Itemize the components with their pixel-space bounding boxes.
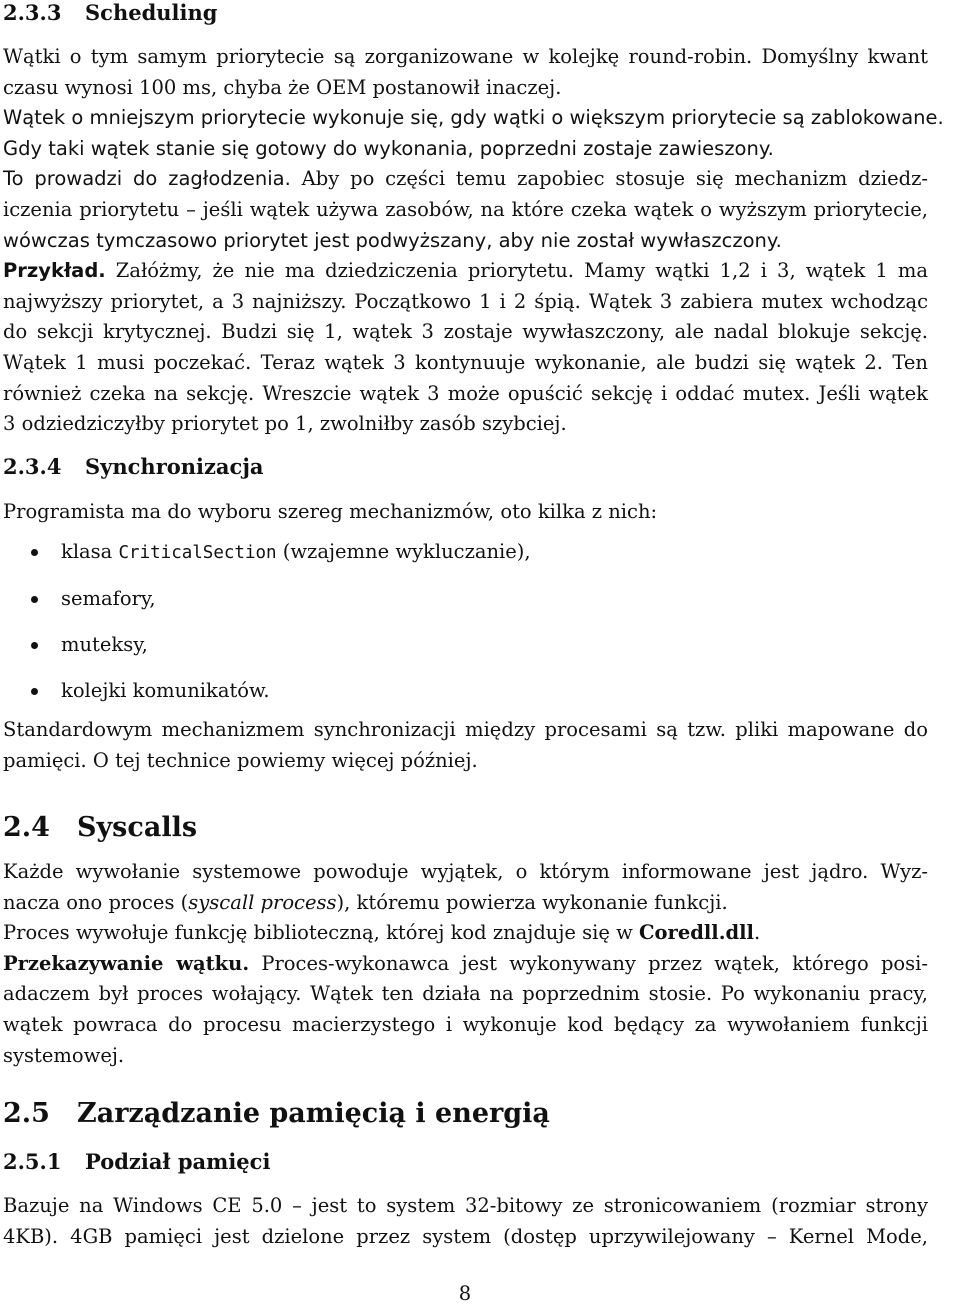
text-line: 4KB). 4GB pamięci jest dzielone przez system (dostęp uprzywilejowany – Kernel Mode, bbox=[3, 1224, 928, 1248]
section-heading-syscalls bbox=[3, 812, 928, 844]
text-span: To prowadzi do zagłodzenia. bbox=[3, 167, 291, 191]
podzial-pamieci-paragraph bbox=[3, 1191, 928, 1252]
section-number: 2.3.3 bbox=[3, 0, 62, 25]
list-item bbox=[3, 537, 531, 568]
emphasis-term: syscall process bbox=[188, 890, 337, 914]
section-title: Syscalls bbox=[77, 812, 198, 843]
code-term: CriticalSection bbox=[118, 543, 277, 563]
text-line: do sekcji krytycznej. Budzi się 1, wątek 3 zostaje wywłaszczony, ale nadal blokuje sekcję. bbox=[3, 320, 928, 344]
syscalls-paragraph bbox=[3, 857, 928, 1071]
list-item-text: klasa bbox=[61, 540, 119, 563]
text-span: Proces-wykonawca jest wykonywany przez wątek, którego posi- bbox=[249, 951, 929, 975]
list-item-text: (wzajemne wykluczanie), bbox=[276, 540, 531, 563]
section-heading-podzial-pamieci bbox=[3, 1149, 928, 1175]
synchronizacja-intro bbox=[3, 497, 928, 528]
section-title: Podział pamięci bbox=[85, 1149, 271, 1174]
synchronizacja-outro bbox=[3, 715, 928, 776]
bullet-icon bbox=[31, 688, 38, 695]
text-line bbox=[3, 164, 928, 195]
text-line: Standardowym mechanizmem synchronizacji między procesami są tzw. pliki mapowane do bbox=[3, 718, 928, 741]
list-item bbox=[3, 676, 270, 706]
text-span: ), któremu powierza wykonanie funkcji. bbox=[336, 890, 728, 914]
text-span: nacza ono proces ( bbox=[3, 890, 189, 914]
section-heading-pamiec-energia bbox=[3, 1098, 928, 1130]
example-label: Przykład. bbox=[3, 259, 106, 283]
section-number: 2.5 bbox=[3, 1098, 50, 1129]
bold-term: Coredll.dll bbox=[639, 921, 754, 945]
text-line: Wątek 1 musi poczekać. Teraz wątek 3 kontynuuje wykonanie, ale budzi się wątek 2. Ten bbox=[3, 350, 928, 374]
text-line: pamięci. O tej technice powiemy więcej później. bbox=[3, 748, 478, 772]
text-line: Programista ma do wyboru szereg mechanizmów, oto kilka z nich: bbox=[3, 500, 658, 523]
text-line: iczenia priorytetu – jeśli wątek używa zasobów, na które czeka wątek o wyższym priorytecie, bbox=[3, 197, 928, 221]
list-item bbox=[3, 584, 156, 614]
section-number: 2.5.1 bbox=[3, 1149, 62, 1174]
text-span: Załóżmy, że nie ma dziedziczenia priorytetu. Mamy wątki 1,2 i 3, wątek 1 ma bbox=[105, 259, 928, 283]
text-line bbox=[3, 949, 928, 980]
text-line: również czeka na sekcję. Wreszcie wątek 3 może opuścić sekcję i oddać mutex. Jeśli wątek bbox=[3, 381, 928, 405]
section-heading-synchronizacja bbox=[3, 454, 928, 480]
text-line: Wątki o tym samym priorytecie są zorganizowane w kolejkę round-robin. Domyślny kwant bbox=[3, 45, 928, 68]
text-line bbox=[3, 256, 928, 287]
text-span: Proces wywołuje funkcję biblioteczną, której kod znajduje się w bbox=[3, 921, 640, 945]
text-line bbox=[3, 918, 928, 949]
page-number: 8 bbox=[458, 1282, 472, 1305]
text-line: adaczem był proces wołający. Wątek ten działa na poprzednim stosie. Po wykonaniu pracy, bbox=[3, 982, 928, 1006]
bold-term: Przekazywanie wątku. bbox=[3, 951, 250, 975]
section-title: Synchronizacja bbox=[85, 454, 264, 479]
text-line: czasu wynosi 100 ms, chyba że OEM postanowił inaczej. bbox=[3, 75, 562, 99]
section-title: Scheduling bbox=[85, 0, 218, 25]
text-span: . bbox=[753, 921, 761, 945]
text-line: 3 odziedziczyłby priorytet po 1, zwolniłby zasób szybciej. bbox=[3, 412, 567, 436]
text-line: Wątek o mniejszym priorytecie wykonuje się, gdy wątki o większym priorytecie są zablokowane. bbox=[3, 106, 944, 130]
section-title: Zarządzanie pamięcią i energią bbox=[77, 1098, 550, 1129]
text-line: najwyższy priorytet, a 3 najniższy. Początkowo 1 i 2 śpią. Wątek 3 zabiera mutex wchodząc bbox=[3, 289, 928, 313]
list-item-text: semafory, bbox=[61, 587, 156, 610]
section-number: 2.3.4 bbox=[3, 454, 62, 479]
list-item bbox=[3, 630, 148, 660]
section-heading-scheduling bbox=[3, 0, 928, 26]
bullet-icon bbox=[31, 642, 38, 649]
bullet-icon bbox=[31, 596, 38, 603]
list-item-text: muteksy, bbox=[61, 633, 148, 656]
scheduling-paragraph bbox=[3, 42, 944, 440]
section-number: 2.4 bbox=[3, 812, 50, 843]
text-line: systemowej. bbox=[3, 1043, 125, 1067]
text-line: wówczas tymczasowo priorytet jest podwyższany, aby nie został wywłaszczony. bbox=[3, 228, 782, 252]
text-line: Każde wywołanie systemowe powoduje wyjątek, o którym informowane jest jądro. Wyz- bbox=[3, 860, 928, 883]
list-item-text: kolejki komunikatów. bbox=[61, 679, 270, 702]
text-line: wątek powraca do procesu macierzystego i wykonuje kod będący za wywołaniem funkcji bbox=[3, 1012, 928, 1036]
text-line: Bazuje na Windows CE 5.0 – jest to system 32-bitowy ze stronicowaniem (rozmiar strony bbox=[3, 1194, 928, 1217]
text-line bbox=[3, 888, 928, 919]
text-span: Aby po części temu zapobiec stosuje się mechanizm dziedz- bbox=[290, 167, 928, 191]
text-line: Gdy taki wątek stanie się gotowy do wykonania, poprzedni zostaje zawieszony. bbox=[3, 136, 774, 160]
bullet-icon bbox=[31, 549, 38, 556]
